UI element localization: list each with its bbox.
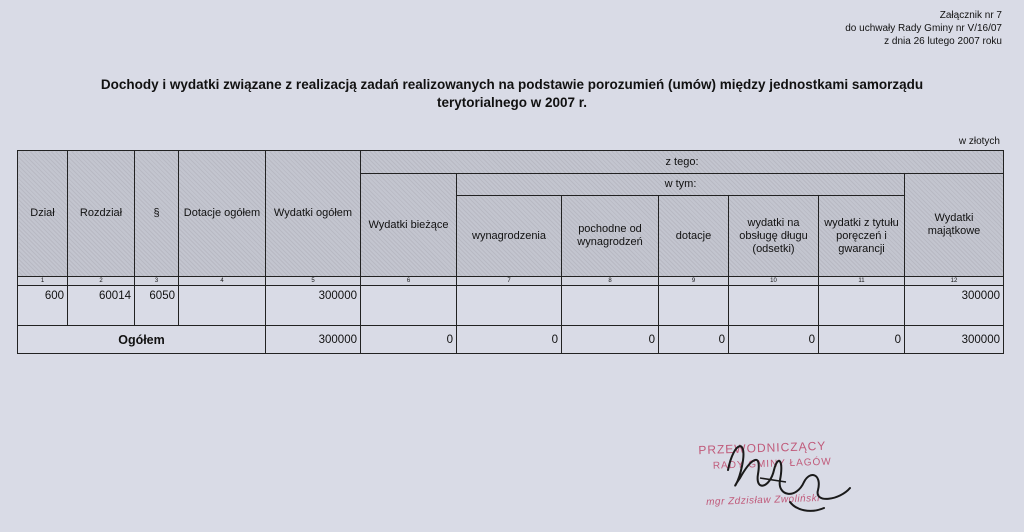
total-obsluga-dlugu: 0: [729, 326, 819, 354]
cell-pochodne: [562, 286, 659, 326]
total-wydatki-majatkowe: 300000: [905, 326, 1004, 354]
handwritten-signature: [700, 430, 900, 520]
cell-wydatki-majatkowe: 300000: [905, 286, 1004, 326]
cell-obsluga-dlugu: [729, 286, 819, 326]
column-number: 10: [729, 277, 819, 286]
column-number: 4: [179, 277, 266, 286]
header-pochodne: pochodne od wynagrodzeń: [562, 196, 659, 277]
header-dzial: Dział: [18, 151, 68, 277]
cell-dotacje: [659, 286, 729, 326]
column-number-row: [18, 277, 1004, 286]
stamp-name: mgr Zdzisław Zwoliński: [705, 492, 821, 508]
cell-paragraf: 6050: [135, 286, 179, 326]
header-w-tym: w tym:: [457, 174, 905, 196]
header-wydatki-majatkowe: Wydatki majątkowe: [905, 174, 1004, 277]
total-dotacje: 0: [659, 326, 729, 354]
header-paragraf: §: [135, 151, 179, 277]
cell-wydatki-ogolem: 300000: [266, 286, 361, 326]
title-line-1: Dochody i wydatki związane z realizacją zadań realizowanych na podstawie porozumień (umów) między jednostkami samorządu: [100, 77, 924, 92]
header-wydatki-ogolem: Wydatki ogółem: [266, 151, 361, 277]
cell-dotacje-ogolem: [179, 286, 266, 326]
header-wynagrodzenia: wynagrodzenia: [457, 196, 562, 277]
column-number: 12: [905, 277, 1004, 286]
header-z-tego: z tego:: [361, 151, 1004, 174]
attachment-note: [845, 9, 1002, 48]
stamp-title: PRZEWODNICZĄCY: [698, 438, 827, 458]
cell-poreczenia: [819, 286, 905, 326]
attachment-line-1: Załącznik nr 7: [939, 10, 1002, 21]
column-number: 3: [135, 277, 179, 286]
header-poreczenia: wydatki z tytułu poręczeń i gwarancji: [819, 196, 905, 277]
column-number: 9: [659, 277, 729, 286]
total-pochodne: 0: [562, 326, 659, 354]
cell-wydatki-biezace: [361, 286, 457, 326]
total-wydatki-biezace: 0: [361, 326, 457, 354]
header-dotacje: dotacje: [659, 196, 729, 277]
header-wydatki-biezace: Wydatki bieżące: [361, 174, 457, 277]
total-poreczenia: 0: [819, 326, 905, 354]
column-number: 2: [68, 277, 135, 286]
column-number: 11: [819, 277, 905, 286]
total-row: [18, 326, 1004, 354]
column-number: 8: [562, 277, 659, 286]
table-row: [18, 286, 1004, 326]
header-dotacje-ogolem: Dotacje ogółem: [179, 151, 266, 277]
header-rozdzial: Rozdział: [68, 151, 135, 277]
attachment-line-2: do uchwały Rady Gminy nr V/16/07: [845, 23, 1002, 34]
column-number: 6: [361, 277, 457, 286]
stamp-council: RADY GMINY ŁAGÓW: [712, 456, 832, 472]
cell-wynagrodzenia: [457, 286, 562, 326]
column-number: 5: [266, 277, 361, 286]
cell-rozdzial: 60014: [68, 286, 135, 326]
title-line-2: terytorialnego w 2007 r.: [436, 95, 588, 110]
header-obsluga-dlugu: wydatki na obsługę długu (odsetki): [729, 196, 819, 277]
total-label: Ogółem: [18, 326, 266, 354]
column-number: 7: [457, 277, 562, 286]
cell-dzial: 600: [18, 286, 68, 326]
total-wydatki-ogolem: 300000: [266, 326, 361, 354]
budget-table: [17, 150, 1004, 354]
column-number: 1: [18, 277, 68, 286]
total-wynagrodzenia: 0: [457, 326, 562, 354]
attachment-line-3: z dnia 26 lutego 2007 roku: [884, 36, 1002, 47]
unit-note: w złotych: [958, 136, 1000, 147]
document-title: [40, 76, 984, 112]
